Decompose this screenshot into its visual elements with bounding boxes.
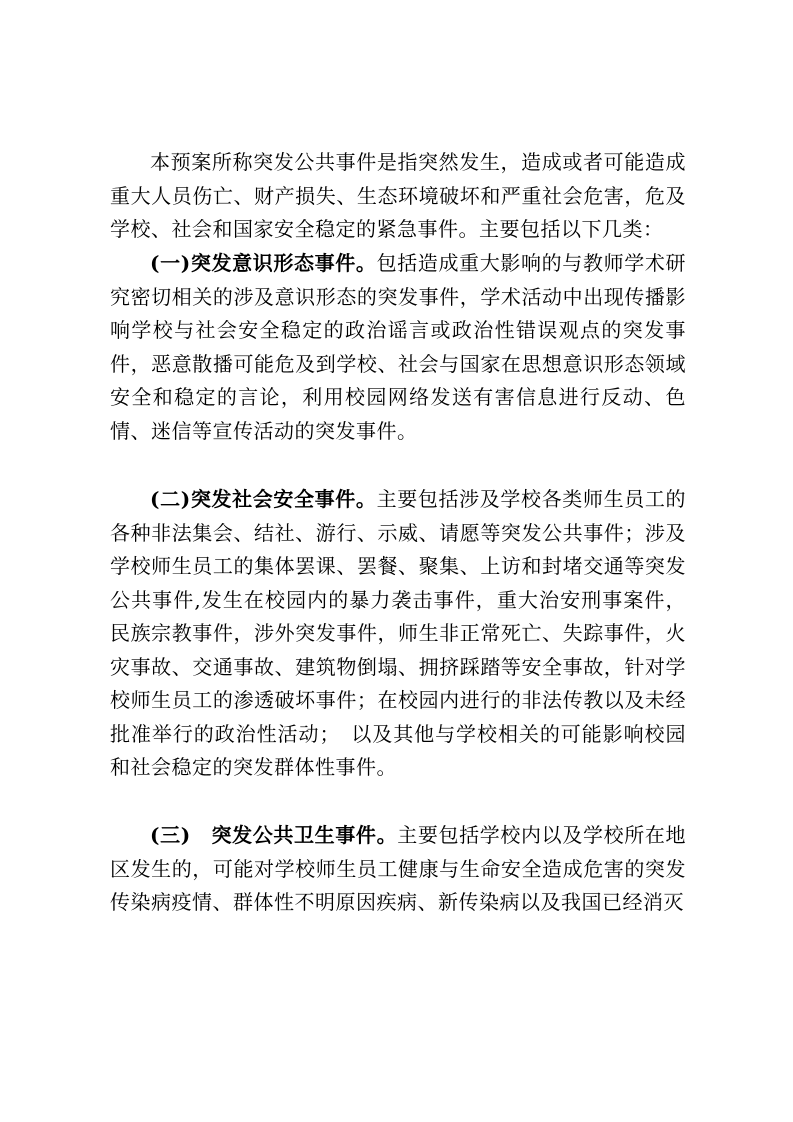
paragraph-public-health-events [110,819,686,920]
paragraph-text: 包括造成重大影响的与教师学术研究密切相关的涉及意识形态的突发事件，学术活动中出现传播影响学校与社会安全稳定的政治谣言或政治性错误观点的突发事件，恶意散播可能危及到学校、社会与国家在思想意识形态领域安全和稳定的言论，利用校园网络发送有害信息进行反动、色情、迷信等宣传活动的突发事件。 [110,251,686,443]
paragraph-text: 本预案所称突发公共事件是指突然发生，造成或者可能造成重大人员伤亡、财产损失、生态环境破坏和严重社会危害，危及学校、社会和国家安全稳定的紧急事件。主要包括以下几类： [110,150,686,241]
paragraph-ideology-events [110,247,686,448]
paragraph-social-security-events [110,483,686,785]
paragraph-text: 主要包括涉及学校各类师生员工的各种非法集会、结社、游行、示威、请愿等突发公共事件；涉及学校师生员工的集体罢课、罢餐、聚集、上访和封堵交通等突发公共事件,发生在校园内的暴力袭击事件，重大治安刑事案件，民族宗教事件，涉外突发事件，师生非正常死亡、失踪事件，火灾事故、交通事故、建筑物倒塌、拥挤踩踏等安全事故，针对学校师生员工的渗透破坏事件；在校园内进行的非法传教以及未经批准举行的政治性活动； 以及其他与学校相关的可能影响校园和社会稳定的突发群体性事件。 [110,487,686,779]
section-heading: (二)突发社会安全事件。 [150,487,377,511]
section-heading: (三) 突发公共卫生事件。 [150,823,398,847]
paragraph-text: 主要包括学校内以及学校所在地区发生的，可能对学校师生员工健康与生命安全造成危害的突发传染病疫情、群体性不明原因疾病、新传染病以及我国已经消灭 [110,823,686,914]
section-heading: (一)突发意识形态事件。 [150,251,377,275]
paragraph-intro [110,146,686,247]
